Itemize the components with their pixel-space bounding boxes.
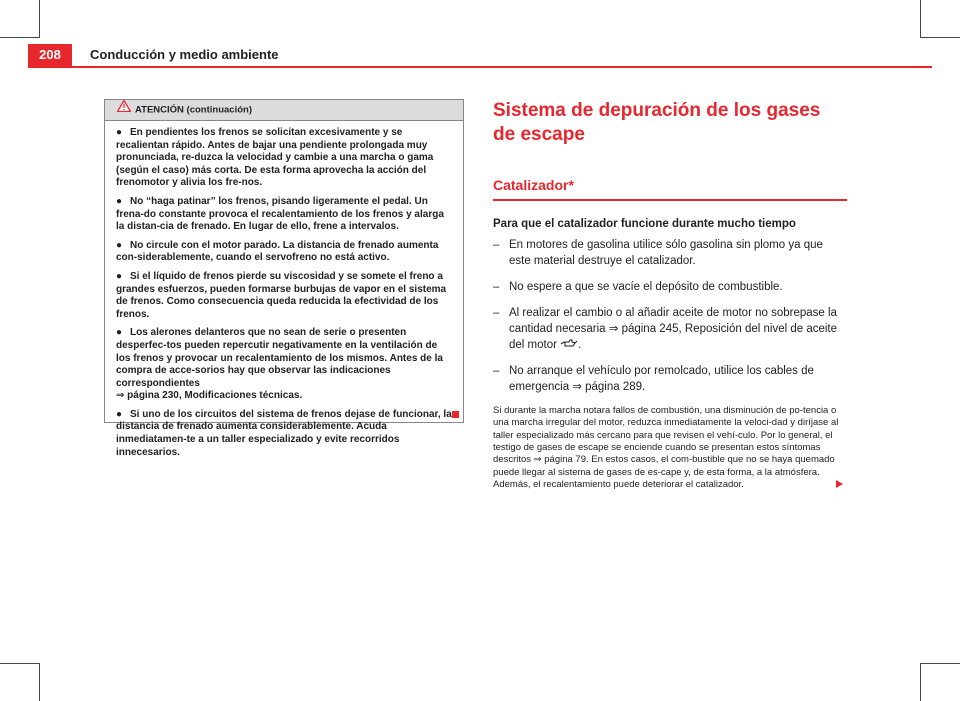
warning-item: ● No “haga patinar” los frenos, pisando ligeramente el pedal. Un frena-do constante provoca el recalentamiento de los frenos y alarga la distan-cia de frenado. En lugar de ello, frene a intervalos. (116, 195, 444, 233)
subsection-rule (493, 199, 847, 201)
bullet-icon: ● (116, 327, 123, 339)
crop-mark (39, 0, 40, 38)
warning-body (105, 121, 463, 459)
catalizador-section (493, 99, 845, 491)
crop-mark (920, 663, 921, 701)
crop-mark (0, 37, 40, 38)
bullet-icon: ● (116, 270, 123, 282)
engine-warning-icon (560, 337, 578, 353)
crop-mark (920, 37, 960, 38)
bullet-icon: ● (116, 195, 123, 207)
page-reference-link[interactable]: ⇒ página 230, Modificaciones técnicas. (116, 390, 303, 402)
warning-heading: ATENCIÓN (continuación) (135, 104, 252, 116)
list-item: – Al realizar el cambio o al añadir aceite de motor no sobrepase la cantidad necesaria ⇒ página 245, Reposición del nivel de aceite del motor . (493, 307, 838, 352)
warning-item: ● Si uno de los circuitos del sistema de frenos dejase de funcionar, la distancia de frenado aumenta considerablemente. Acuda inmediatamen-te a un taller especializado y evite recorridos innecesarios. (116, 408, 452, 458)
chapter-title: Conducción y medio ambiente (90, 47, 279, 62)
bullet-icon: ● (116, 408, 123, 420)
header-rule (28, 66, 932, 68)
warning-triangle-icon (117, 100, 131, 120)
end-of-section-mark (452, 411, 459, 418)
crop-mark (39, 663, 40, 701)
subsection-title: Catalizador* (493, 177, 574, 193)
warning-item: ● En pendientes los frenos se solicitan excesivamente y se recalientan rápido. Antes de bajar una pendiente prolongada muy pronunciada, re-duzca la velocidad y cambie a una marcha o gama (según el caso) más corta. De esta forma aprovecha la acción del frenomotor y alivia los fre-nos. (116, 127, 434, 189)
list-item: – No arranque el vehículo por remolcado, utilice los cables de emergencia ⇒ página 289. (493, 365, 814, 394)
page-number: 208 (28, 44, 72, 66)
lead-heading: Para que el catalizador funcione durante mucho tiempo (493, 218, 796, 230)
warning-header (105, 100, 463, 121)
bullet-icon: ● (116, 127, 123, 138)
list-item: – En motores de gasolina utilice sólo gasolina sin plomo ya que este material destruye el catalizador. (493, 239, 823, 267)
warning-item: ● No circule con el motor parado. La distancia de frenado aumenta con-siderablemente, cuando el servofreno no está activo. (116, 239, 439, 264)
crop-mark (0, 663, 40, 664)
crop-mark (920, 0, 921, 38)
warning-item: ● Los alerones delanteros que no sean de serie o presenten desperfec-tos pueden repercutir negativamente en la ventilación de los frenos y provocar un recalentamiento de los mismos. Antes de la compra de acce-sorios hay que observar las indicaciones correspondientes ⇒ página 230, Modificaciones técnicas. (116, 327, 443, 402)
continue-arrow-icon (836, 480, 843, 488)
note-paragraph: Si durante la marcha notara fallos de combustión, una disminución de po-tencia o una marcha irregular del motor, reduzca inmediatamente la veloci-dad y diríjase al taller especializado más cercano para que revisen el vehí-culo. Por lo general, el testigo de gases de escape se enciende cuando se presentan estos síntomas descritos ⇒ página 79. En estos casos, el com-bustible que no se haya quemado puede llegar al sistema de gases de es-cape y, de esta forma, a la atmósfera. Además, el recalentamiento puede deteriorar el catalizador. (493, 405, 839, 490)
warning-item: ● Si el líquido de frenos pierde su viscosidad y se somete el freno a grandes esfuerzos, pueden formarse burbujas de vapor en el sistema de frenos. Como consecuencia queda reducida la efectividad de los frenos. (116, 270, 447, 320)
section-title: Sistema de depuración de los gases de escape (493, 100, 821, 145)
crop-mark (920, 663, 960, 664)
dash-list (493, 237, 845, 395)
bullet-icon: ● (116, 239, 123, 251)
list-item: – No espere a que se vacíe el depósito de combustible. (493, 281, 783, 293)
warning-box (104, 99, 464, 458)
